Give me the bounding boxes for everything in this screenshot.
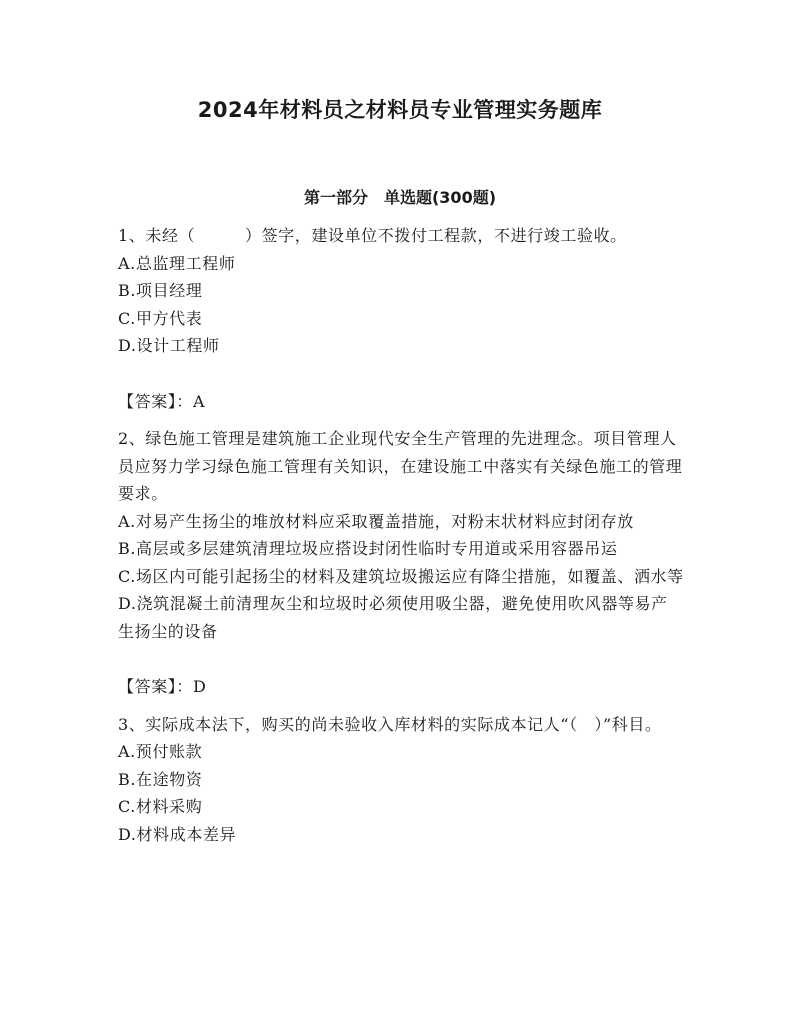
option-a: A.对易产生扬尘的堆放材料应采取覆盖措施，对粉末状材料应封闭存放: [118, 511, 634, 531]
option-a: A.预付账款: [118, 742, 203, 761]
option-c: C.甲方代表: [118, 308, 203, 328]
answer-line: 【答案】：D: [118, 677, 207, 696]
option-b: B.高层或多层建筑清理垃圾应搭设封闭性临时专用道或采用容器吊运: [118, 539, 618, 558]
option-b: B.项目经理: [118, 281, 203, 300]
question-2: [118, 425, 684, 701]
option-b: B.在途物资: [118, 769, 203, 789]
option-d: D.浇筑混凝土前清理灰尘和垃圾时必须使用吸尘器，避免使用吹风器等易产生扬尘的设备: [118, 594, 668, 641]
option-a: A.总监理工程师: [118, 253, 236, 273]
answer-line: 【答案】：A: [118, 391, 206, 411]
document-title: 2024年材料员之材料员专业管理实务题库: [197, 98, 603, 122]
option-c: C.场区内可能引起扬尘的材料及建筑垃圾搬运应有降尘措施，如覆盖、洒水等: [118, 566, 684, 586]
option-c: C.材料采购: [118, 797, 203, 816]
question-stem: 1、未经（ ）签字，建设单位不拨付工程款，不进行竣工验收。: [118, 226, 627, 245]
option-d: D.材料成本差异: [118, 824, 237, 844]
section-title: 第一部分 单选题(300题): [303, 188, 497, 207]
option-d: D.设计工程师: [118, 336, 220, 355]
question-1: [118, 222, 684, 415]
question-3: [118, 711, 684, 849]
question-list: [118, 222, 684, 848]
question-stem: 3、实际成本法下，购买的尚未验收入库材料的实际成本记人“（ ）”科目。: [118, 714, 662, 734]
question-stem: 2、绿色施工管理是建筑施工企业现代安全生产管理的先进理念。项目管理人员应努力学习绿色施工管理有关知识，在建设施工中落实有关绿色施工的管理要求。: [118, 429, 683, 503]
